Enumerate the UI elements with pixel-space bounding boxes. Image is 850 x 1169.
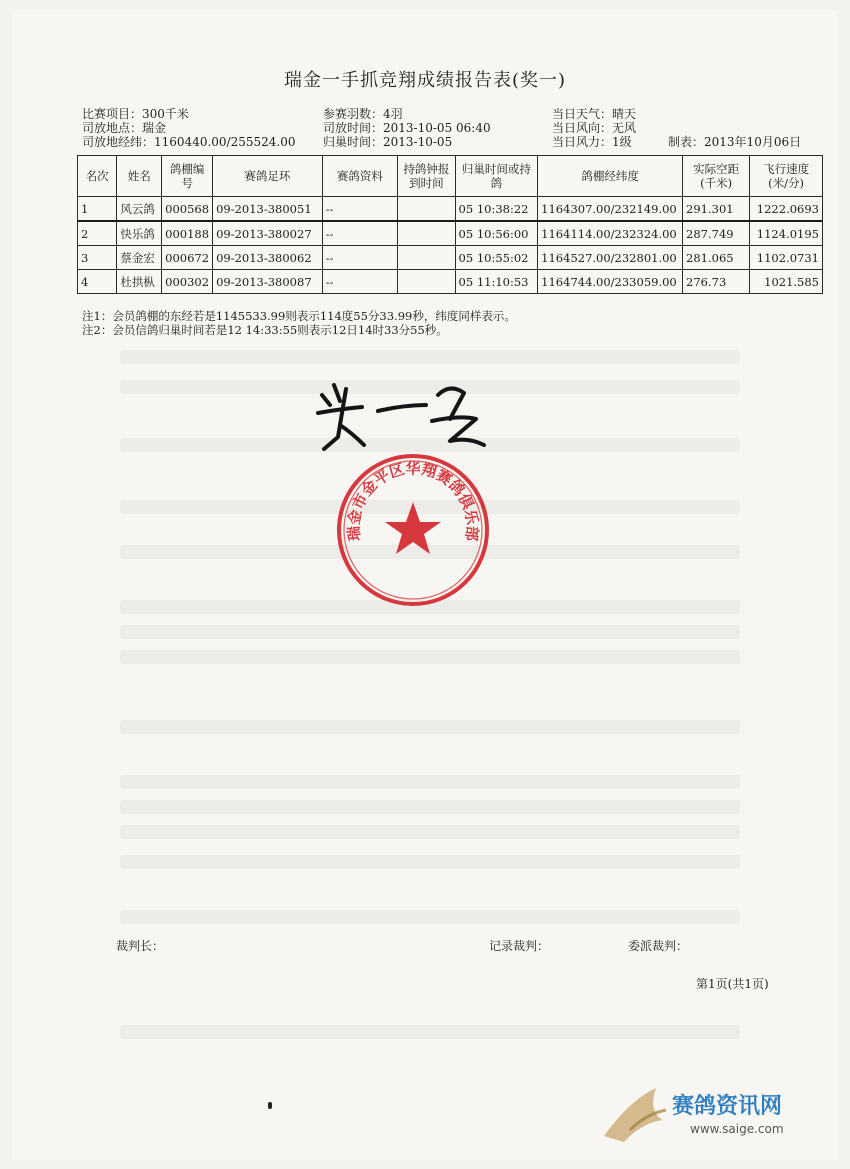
cell-distance: 287.749 xyxy=(683,221,750,246)
cell-info: -- xyxy=(322,246,398,270)
cell-loft-no: 000302 xyxy=(162,270,213,294)
wind-direction-info xyxy=(552,122,636,134)
made-date-value: 2013年10月06日 xyxy=(704,135,802,149)
cell-coords: 1164307.00/232149.00 xyxy=(538,197,683,222)
cell-loft-no: 000672 xyxy=(162,246,213,270)
watermark-name: 赛鸽资讯网 xyxy=(672,1094,783,1119)
header-info: 赛鸽资料 xyxy=(322,156,398,197)
release-place-info xyxy=(82,122,166,134)
cell-info: -- xyxy=(322,197,398,222)
bleed-through-line xyxy=(120,800,740,814)
cell-info: -- xyxy=(322,270,398,294)
record-judge-label: 记录裁判： xyxy=(489,939,550,953)
bleed-through-line xyxy=(120,650,740,664)
delegate-judge-label: 委派裁判： xyxy=(628,939,689,953)
cell-arrival: 05 10:55:02 xyxy=(455,246,538,270)
bleed-through-line xyxy=(120,775,740,789)
header-speed: 飞行速度(米/分) xyxy=(750,156,823,197)
cell-name: 快乐鸽 xyxy=(117,221,162,246)
wind-force-info xyxy=(552,136,632,148)
table-row xyxy=(78,246,823,270)
cell-loft-no: 000188 xyxy=(162,221,213,246)
cell-arrival: 05 10:56:00 xyxy=(455,221,538,246)
cell-distance: 281.065 xyxy=(683,246,750,270)
cell-info: -- xyxy=(322,221,398,246)
weather-value: 晴天 xyxy=(612,107,637,121)
cell-arrival: 05 10:38:22 xyxy=(455,197,538,222)
cell-speed: 1102.0731 xyxy=(750,246,823,270)
release-place-value: 瑞金 xyxy=(142,121,167,135)
cell-coords: 1164114.00/232324.00 xyxy=(538,221,683,246)
bleed-through-line xyxy=(120,625,740,639)
event-label: 比赛项目： xyxy=(82,107,143,121)
cell-ring: 09-2013-380027 xyxy=(213,221,323,246)
chief-judge-label: 裁判长： xyxy=(116,939,165,953)
cell-loft-no: 000568 xyxy=(162,197,213,222)
made-date-label: 制表： xyxy=(668,135,705,149)
cell-distance: 276.73 xyxy=(683,270,750,294)
entries-label: 参赛羽数： xyxy=(323,107,384,121)
release-place-label: 司放地点： xyxy=(82,121,143,135)
cell-name: 风云鸽 xyxy=(117,197,162,222)
header-clock-time: 持鸽钟报到时间 xyxy=(398,156,455,197)
cell-ring: 09-2013-380051 xyxy=(213,197,323,222)
bleed-through-line xyxy=(120,855,740,869)
header-coords: 鸽棚经纬度 xyxy=(538,156,683,197)
table-row xyxy=(78,197,823,222)
header-rank: 名次 xyxy=(78,156,117,197)
cell-clock-time xyxy=(398,246,455,270)
wind-direction-label: 当日风向： xyxy=(552,121,613,135)
release-coords-value: 1160440.00/255524.00 xyxy=(154,135,296,149)
return-time-value: 2013-10-05 xyxy=(383,135,453,149)
cell-coords: 1164744.00/233059.00 xyxy=(538,270,683,294)
cell-rank: 1 xyxy=(78,197,117,222)
seal-text: 瑞金市金平区华翔赛鸽俱乐部 xyxy=(344,459,482,542)
header-loft-no: 鸽棚编号 xyxy=(162,156,213,197)
watermark-url: www.saige.com xyxy=(690,1122,784,1136)
cell-distance: 291.301 xyxy=(683,197,750,222)
entries-info xyxy=(323,108,403,120)
table-row xyxy=(78,221,823,246)
release-coords-info xyxy=(82,136,295,148)
release-time-value: 2013-10-05 06:40 xyxy=(383,121,491,135)
release-time-label: 司放时间： xyxy=(323,121,384,135)
cell-coords: 1164527.00/232801.00 xyxy=(538,246,683,270)
release-time-info xyxy=(323,122,491,134)
cell-speed: 1021.585 xyxy=(750,270,823,294)
cell-rank: 2 xyxy=(78,221,117,246)
cell-name: 杜拱枞 xyxy=(117,270,162,294)
header-arrival: 归巢时间或持鸽 xyxy=(455,156,538,197)
cell-speed: 1124.0195 xyxy=(750,221,823,246)
header-distance: 实际空距(千米) xyxy=(683,156,750,197)
weather-info xyxy=(552,108,636,120)
wind-force-value: 1级 xyxy=(612,135,632,149)
wind-direction-value: 无风 xyxy=(612,121,637,135)
page-number: 第1页(共1页) xyxy=(696,977,769,991)
cell-name: 蔡金宏 xyxy=(117,246,162,270)
cell-rank: 4 xyxy=(78,270,117,294)
cell-clock-time xyxy=(398,197,455,222)
header-ring: 赛鸽足环 xyxy=(213,156,323,197)
seal-star-icon xyxy=(385,502,441,554)
cell-rank: 3 xyxy=(78,246,117,270)
cell-arrival: 05 11:10:53 xyxy=(455,270,538,294)
wind-force-label: 当日风力： xyxy=(552,135,613,149)
event-value: 300千米 xyxy=(142,107,189,121)
club-seal xyxy=(333,450,493,610)
cell-clock-time xyxy=(398,221,455,246)
cell-ring: 09-2013-380062 xyxy=(213,246,323,270)
table-row xyxy=(78,270,823,294)
release-coords-label: 司放地经纬： xyxy=(82,135,155,149)
note-1: 注1：会员鸽棚的东经若是1145533.99则表示114度55分33.99秒，纬度同样表示。 xyxy=(82,309,516,323)
results-table xyxy=(77,155,823,294)
bleed-through-line xyxy=(120,720,740,734)
cell-clock-time xyxy=(398,270,455,294)
header-name: 姓名 xyxy=(117,156,162,197)
made-date-info xyxy=(668,136,801,148)
event-info xyxy=(82,108,189,120)
bleed-through-line xyxy=(120,825,740,839)
entries-value: 4羽 xyxy=(383,107,403,121)
return-time-info xyxy=(323,136,452,148)
weather-label: 当日天气： xyxy=(552,107,613,121)
cell-speed: 1222.0693 xyxy=(750,197,823,222)
return-time-label: 归巢时间： xyxy=(323,135,384,149)
cell-ring: 09-2013-380087 xyxy=(213,270,323,294)
report-title: 瑞金一手抓竞翔成绩报告表(奖一) xyxy=(283,70,567,91)
handwritten-signature xyxy=(300,375,500,455)
bleed-through-line xyxy=(120,1025,740,1039)
note-2: 注2：会员信鸽归巢时间若是12 14:33:55则表示12日14时33分55秒。 xyxy=(82,323,448,337)
scan-speck xyxy=(268,1102,272,1109)
bleed-through-line xyxy=(120,910,740,924)
table-header-row xyxy=(78,156,823,197)
footnotes xyxy=(82,309,516,337)
bleed-through-line xyxy=(120,350,740,364)
